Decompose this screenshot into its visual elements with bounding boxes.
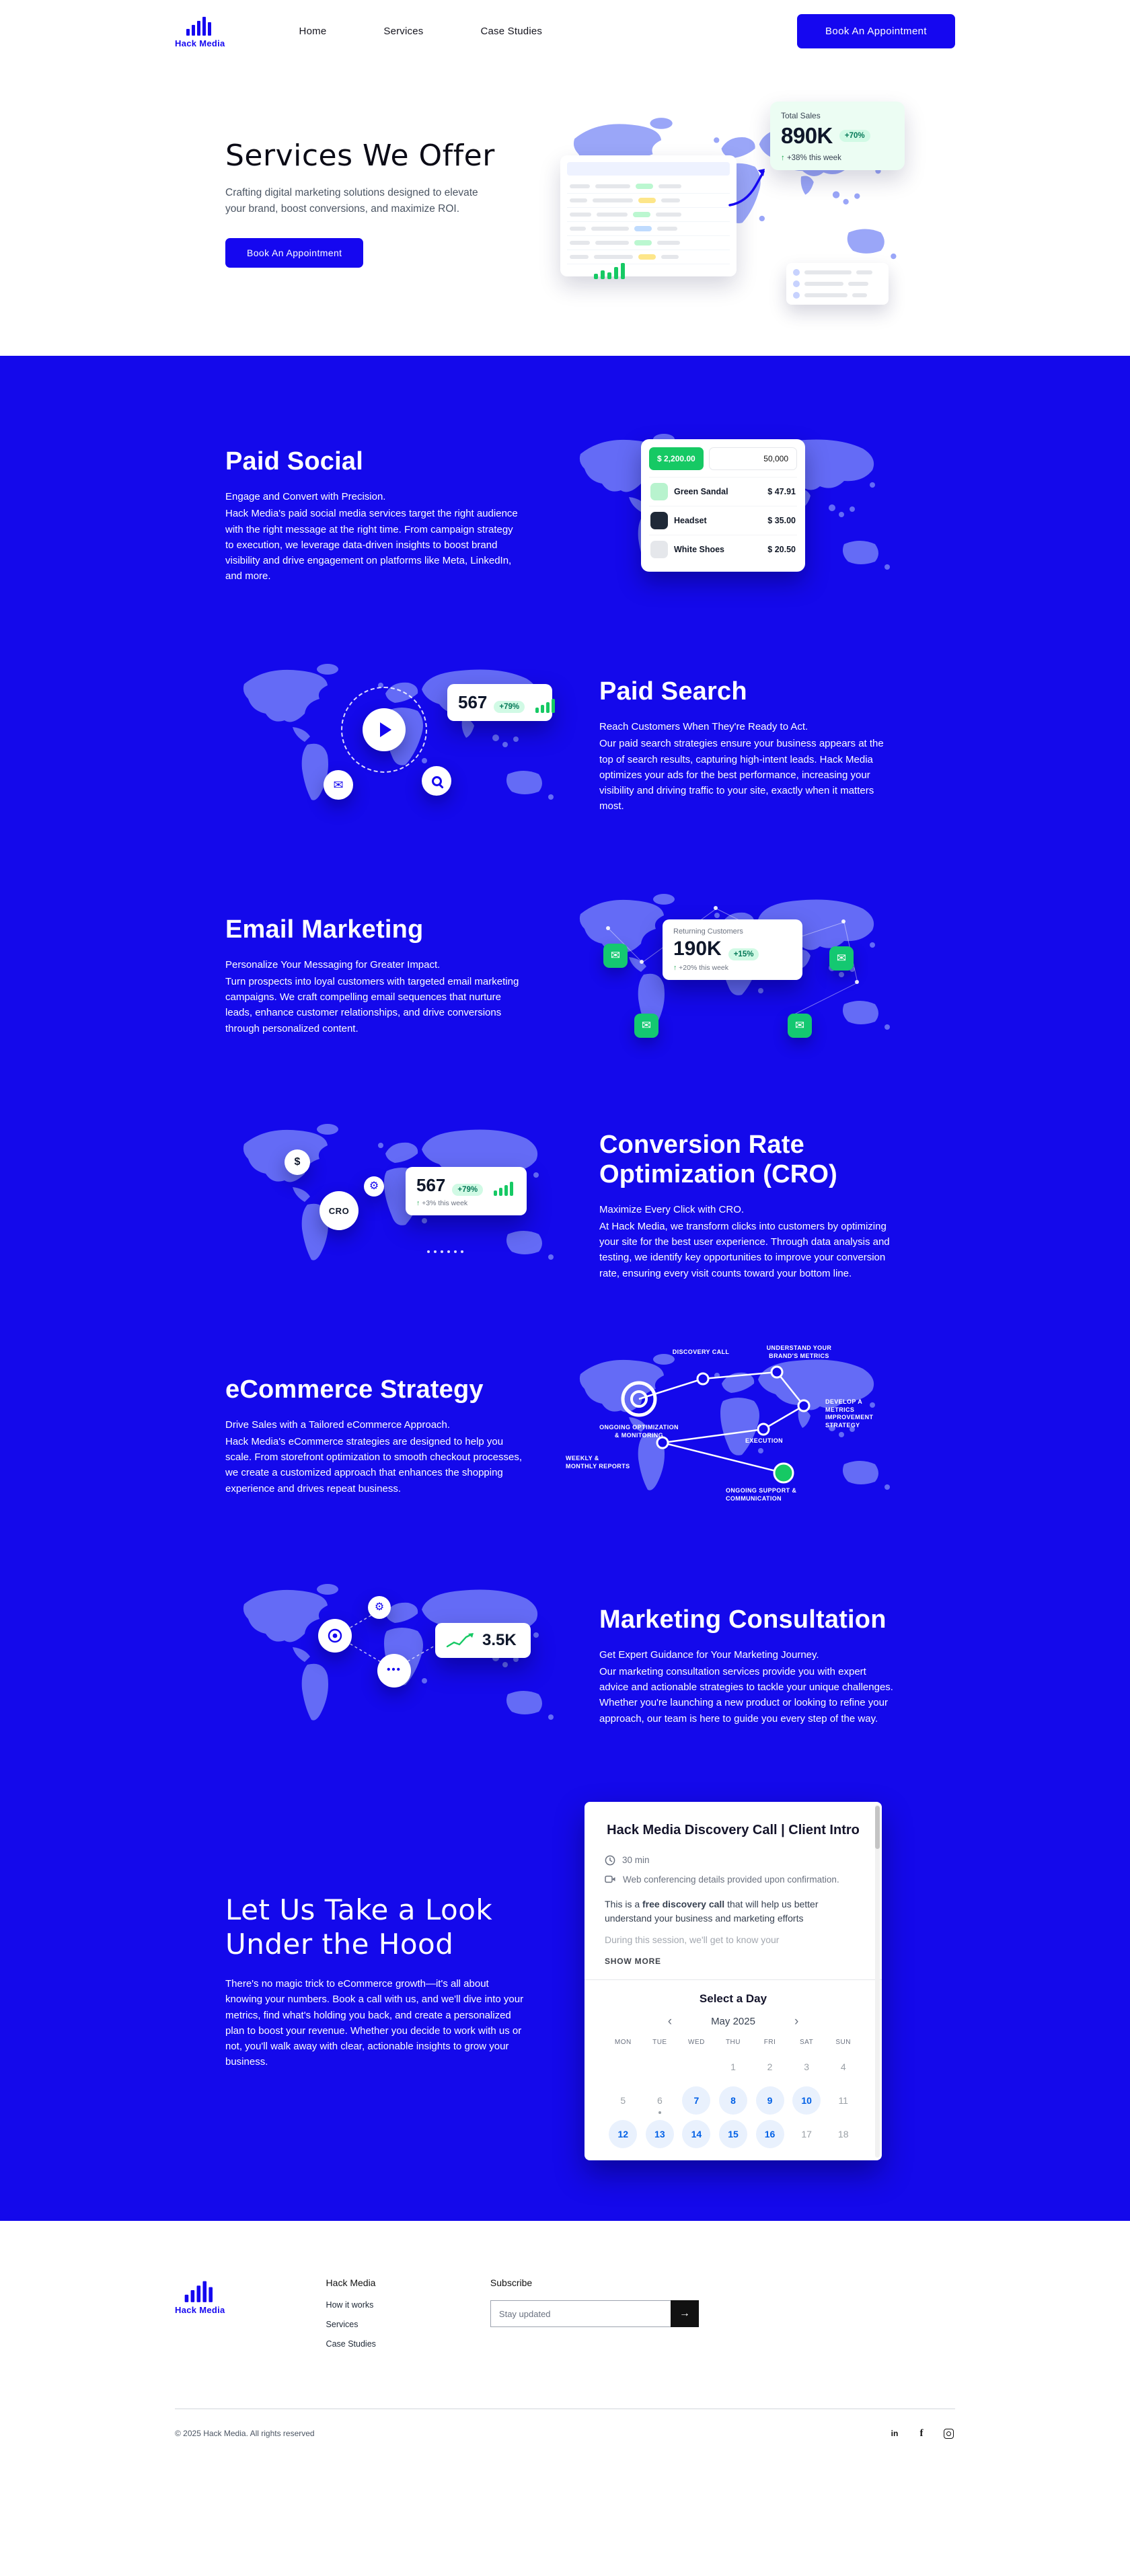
page-title: Services We Offer [225, 139, 495, 174]
product-icon [650, 512, 668, 529]
footer-link-case-studies[interactable]: Case Studies [326, 2339, 376, 2349]
under-hood-title: Let Us Take a Look Under the Hood [225, 1893, 493, 1961]
subscribe-title: Subscribe [490, 2277, 533, 2289]
stat-value: 190K [673, 938, 722, 960]
calendar-day[interactable]: 15 [715, 2119, 752, 2150]
calendar-weekday: WED [688, 2039, 705, 2047]
paid-search-title: Paid Search [599, 677, 747, 706]
stat-note: +3% this week [422, 1199, 468, 1207]
logo-bars-icon [185, 13, 215, 36]
total-sales-card [770, 102, 905, 170]
cro-block [225, 1112, 905, 1300]
product-name: Headset [674, 516, 707, 525]
conferencing-text: Web conferencing details provided upon confirmation. [623, 1874, 839, 1885]
product-name: Green Sandal [674, 487, 728, 496]
calendar-weekday: SUN [835, 2039, 852, 2047]
calendar-day [642, 2051, 679, 2082]
brand-name: Hack Media [175, 2305, 225, 2316]
mini-bar-chart [494, 1182, 513, 1196]
cro-lead: Maximize Every Click with CRO. [599, 1203, 745, 1215]
total-sales-note: +38% this week [786, 154, 841, 162]
up-arrow-icon: ↑ [673, 964, 677, 972]
mail-badge: ✉ [829, 946, 854, 971]
trend-arrow-icon [726, 163, 773, 211]
event-description [605, 1897, 862, 1926]
services-section [0, 356, 1130, 2221]
stat-note: +20% this week [679, 964, 729, 972]
paid-search-block [225, 652, 905, 840]
email-marketing-lead: Personalize Your Messaging for Greater Impact. [225, 958, 441, 971]
email-marketing-illustration [562, 882, 898, 1070]
dollar-icon: $ [294, 1156, 301, 1168]
purchases-card [786, 263, 889, 305]
ecommerce-title: eCommerce Strategy [225, 1375, 484, 1404]
total-sales-value: 890K [781, 123, 833, 148]
consultation-body: Our marketing consultation services provide you with expert advice and actionable strategies to tackle your unique challenges. Whether you're launching a new product or looking to refine your approach, our team is here to guide you every step of the way. [599, 1665, 893, 1725]
event-description-truncated: During this session, we'll get to know your [605, 1934, 780, 1946]
consultation-illustration [225, 1572, 562, 1760]
calendar-day [678, 2051, 715, 2082]
ecommerce-lead: Drive Sales with a Tailored eCommerce Approach. [225, 1418, 451, 1431]
product-price: $ 35.00 [767, 516, 796, 525]
mini-bar-chart [535, 699, 555, 713]
consultation-lead: Get Expert Guidance for Your Marketing Journey. [599, 1649, 819, 1661]
hero-illustration [555, 99, 905, 307]
prev-month-button[interactable]: ‹ [667, 2014, 673, 2029]
email-marketing-body: Turn prospects into loyal customers with targeted email marketing campaigns. We craft compelling email sequences that nurture leads, enhance customer relationships, and drive conversions through personalized content. [225, 975, 519, 1034]
subscribe-column [490, 2277, 699, 2327]
gear-icon: ⚙ [374, 1601, 385, 1613]
flow-step-label: ONGOING OPTIMIZATION & MONITORING [599, 1424, 679, 1439]
stat-value: 3.5K [482, 1631, 517, 1649]
hero-section [0, 62, 1130, 356]
product-name: White Shoes [674, 545, 725, 554]
brand-name: Hack Media [175, 38, 225, 48]
paid-search-lead: Reach Customers When They're Ready to Act. [599, 721, 808, 733]
gear-icon: ⚙ [369, 1180, 379, 1192]
calendar-day[interactable]: 7 [678, 2085, 715, 2116]
returning-customers-card [663, 919, 802, 980]
paid-search-illustration [225, 652, 562, 840]
mail-badge: ✉ [634, 1014, 658, 1038]
consultation-title: Marketing Consultation [599, 1605, 887, 1634]
calendar-day: 17 [801, 2129, 812, 2140]
product-icon [650, 541, 668, 558]
calendar-day: 18 [837, 2129, 849, 2140]
chat-badge [377, 1654, 411, 1688]
cro-body: At Hack Media, we transform clicks into customers by optimizing your site for the best user experience. Through data analysis and testing, we identify key opportunities to improve your conversion rate, ensuring every visit counts toward your bottom line. [599, 1220, 890, 1279]
calendar-weekday: SAT [800, 2039, 814, 2047]
consultation-block [225, 1572, 905, 1760]
ecommerce-illustration [562, 1342, 898, 1530]
hero-subtitle: Crafting digital marketing solutions designed to elevate your brand, boost conversions, and maximize ROI. [225, 187, 478, 215]
search-badge [422, 766, 451, 796]
gear-badge [364, 1176, 384, 1197]
event-title: Hack Media Discovery Call | Client Intro [607, 1823, 860, 1838]
up-arrow-icon: ↑ [781, 154, 785, 162]
footer-column-title: Hack Media [326, 2277, 376, 2289]
pay-button[interactable]: $ 2,200.00 [649, 447, 704, 470]
camera-icon [605, 1874, 616, 1884]
email-marketing-block [225, 882, 905, 1070]
gear-badge [368, 1596, 391, 1619]
list-item [649, 535, 797, 564]
total-sales-label: Total Sales [781, 111, 821, 120]
play-icon [380, 722, 391, 737]
description-text: This is a [605, 1898, 643, 1909]
cro-title: Conversion Rate Optimization (CRO) [599, 1131, 838, 1188]
calendar-weekday: TUE [652, 2039, 667, 2047]
calendar-day[interactable]: 13 [642, 2119, 679, 2150]
duration-text: 30 min [622, 1855, 650, 1865]
facebook-icon[interactable]: f [919, 2427, 924, 2439]
hero-cta-button[interactable]: Book An Appointment [225, 238, 363, 268]
cro-label: CRO [328, 1205, 350, 1216]
calendar-month: May 2025 [711, 2016, 755, 2028]
scrollbar-track[interactable] [875, 1805, 880, 2158]
paid-social-lead: Engage and Convert with Precision. [225, 491, 386, 503]
footer-logo[interactable] [175, 2277, 225, 2315]
stat-value: 567 [458, 692, 488, 712]
amount-field[interactable]: 50,000 [709, 447, 797, 470]
mail-badge: ✉ [324, 770, 353, 800]
calendar-day: 3 [804, 2061, 810, 2073]
dollar-badge [285, 1149, 310, 1175]
under-hood-block [225, 1802, 905, 2160]
shop-card [641, 439, 805, 572]
footer-link-services[interactable]: Services [326, 2320, 359, 2330]
chat-icon: ••• [387, 1663, 402, 1675]
description-text: that will help us better understand your business and marketing efforts [605, 1898, 819, 1924]
instagram-icon[interactable] [942, 2427, 955, 2440]
paid-social-block [225, 422, 905, 610]
flow-step-label: UNDERSTAND YOUR BRAND'S METRICS [766, 1344, 832, 1359]
nav-home[interactable]: Home [299, 25, 327, 37]
calendar-day: 5 [620, 2095, 626, 2107]
subscribe-input[interactable] [490, 2300, 671, 2327]
calendar-day: 2 [767, 2061, 773, 2073]
paid-social-illustration [562, 422, 898, 610]
nav-case-studies[interactable]: Case Studies [480, 25, 543, 37]
event-duration [605, 1854, 862, 1867]
site-footer [0, 2221, 1130, 2470]
next-month-button[interactable]: › [794, 2014, 799, 2029]
list-item [649, 477, 797, 506]
paid-search-body: Our paid search strategies ensure your business appears at the top of search results, capturing high-intent leads. Hack Media optimizes your ads for the best performance, increasing your visibility and driving traffic to your site, exactly when it matters most. [599, 738, 884, 812]
logo-bars-icon [183, 2277, 217, 2303]
calendar-day: 11 [838, 2095, 848, 2107]
cro-illustration [225, 1112, 562, 1300]
paid-social-body: Hack Media's paid social media services target the right audience with the right message at the right time. From campaign strategy to execution, we leverage data-driven insights to boost brand visibility and drive engagement on platforms like Meta, LinkedIn, and more. [225, 508, 518, 582]
calendar-day[interactable]: 14 [678, 2119, 715, 2150]
mail-badge: ✉ [788, 1014, 812, 1038]
flow-step-label: ONGOING SUPPORT & COMMUNICATION [726, 1487, 797, 1502]
stat-value: 567 [416, 1175, 446, 1195]
divider [585, 1979, 882, 1980]
product-price: $ 47.91 [767, 487, 796, 496]
email-marketing-title: Email Marketing [225, 915, 424, 944]
mini-bar-chart [594, 263, 625, 279]
decorative-dots [427, 1250, 463, 1253]
calendar-weekday: FRI [763, 2039, 776, 2047]
flow-step-label: WEEKLY & MONTHLY REPORTS [566, 1455, 630, 1470]
main-nav [299, 26, 543, 37]
stat-delta: +79% [452, 1184, 483, 1196]
calendar-day: 6 [642, 2085, 679, 2116]
copyright-text: © 2025 Hack Media. All rights reserved [175, 2429, 315, 2439]
stat-delta: +15% [728, 948, 759, 960]
cro-stat-card [406, 1167, 527, 1215]
event-conferencing [605, 1874, 862, 1887]
up-arrow-icon: ↑ [416, 1199, 420, 1207]
calendar-day[interactable]: 12 [605, 2119, 642, 2150]
site-header [0, 0, 1130, 62]
spreadsheet-card [560, 155, 737, 276]
ecommerce-block [225, 1342, 905, 1530]
flow-step-label: DEVELOP A METRICS IMPROVEMENT STRATEGY [825, 1398, 874, 1429]
linkedin-icon[interactable]: in [891, 2429, 899, 2439]
under-hood-body: There's no magic trick to eCommerce growth—it's all about knowing your numbers. Book a call with us, and we'll dive into your metrics, find what's holding you back, and create a personalized plan to boost your revenue. Whether you decide to work with us or not, you'll walk away with clear, actionable insights to grow your business. [225, 1978, 524, 2068]
calendar-day [605, 2051, 642, 2082]
calendar-day: 4 [840, 2061, 846, 2073]
calendar-day: 1 [730, 2061, 736, 2073]
calendar-day[interactable]: 10 [788, 2085, 825, 2116]
flow-step-label: DISCOVERY CALL [672, 1349, 730, 1355]
footer-links-column [326, 2277, 376, 2359]
search-icon [432, 776, 442, 786]
select-day-heading: Select a Day [699, 1992, 767, 2006]
social-links [888, 2427, 955, 2440]
description-bold: free discovery call [642, 1898, 725, 1909]
target-badge [318, 1619, 352, 1653]
brand-logo[interactable] [175, 13, 225, 48]
calendar-day[interactable]: 9 [751, 2085, 788, 2116]
show-more-link[interactable]: SHOW MORE [605, 1957, 661, 1967]
nav-services[interactable]: Services [383, 25, 424, 37]
subscribe-submit-button[interactable]: → [671, 2300, 699, 2327]
play-badge [363, 708, 406, 751]
stat-label: Returning Customers [673, 927, 743, 936]
mail-badge: ✉ [603, 944, 628, 968]
calendar-day[interactable]: 16 [751, 2119, 788, 2150]
calendar-weekday: MON [614, 2039, 632, 2047]
clock-icon [605, 1855, 615, 1866]
ecommerce-body: Hack Media's eCommerce strategies are designed to help you scale. From storefront optimization to smooth checkout processes, we create a customized approach that enhances the shopping experience and drives repeat business. [225, 1435, 523, 1494]
consultation-stat-card [435, 1623, 531, 1658]
product-icon [650, 483, 668, 500]
scrollbar-thumb[interactable] [875, 1806, 880, 1849]
stat-delta: +79% [494, 701, 525, 713]
product-price: $ 20.50 [767, 545, 796, 554]
calendar-weekday: THU [725, 2039, 741, 2047]
flow-step-label: EXECUTION [745, 1437, 784, 1444]
cro-badge [319, 1191, 359, 1230]
paid-social-title: Paid Social [225, 447, 363, 476]
calendar-grid [605, 2035, 862, 2150]
book-appointment-button[interactable]: Book An Appointment [797, 14, 955, 48]
mini-line-chart [446, 1632, 476, 1649]
list-item [649, 506, 797, 535]
target-icon [328, 1628, 342, 1643]
footer-link-how-it-works[interactable]: How it works [326, 2300, 374, 2310]
total-sales-delta: +70% [839, 130, 870, 142]
calendly-widget [585, 1802, 882, 2160]
search-stat-card [447, 684, 552, 721]
calendar-day[interactable]: 8 [715, 2085, 752, 2116]
